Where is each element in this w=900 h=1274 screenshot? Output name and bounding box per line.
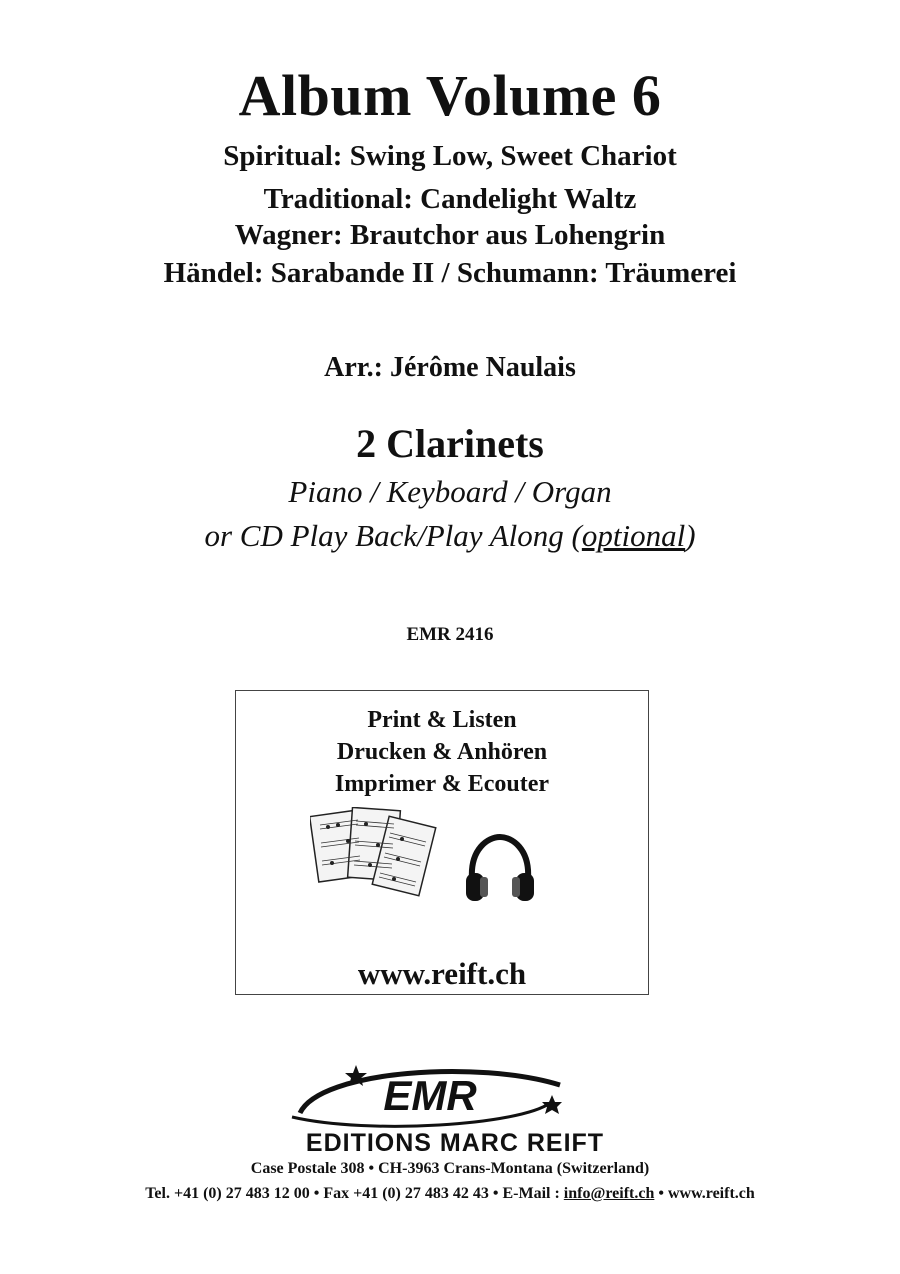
website-link[interactable]: www.reift.ch — [357, 956, 527, 991]
svg-text:EDITIONS MARC REIFT: EDITIONS MARC REIFT — [305, 1129, 605, 1155]
sheet-music-icon — [310, 807, 440, 897]
accompaniment-line-2: or CD Play Back/Play Along (optional) — [204, 518, 696, 553]
arranger: Arr.: Jérôme Naulais — [324, 352, 576, 383]
page-title: Album Volume 6 — [238, 63, 662, 128]
piece-line-4: Händel: Sarabande II / Schumann: Träumerei — [163, 257, 737, 289]
publisher-contact: Tel. +41 (0) 27 483 12 00 • Fax +41 (0) 27 483 42 43 • E-Mail : info@reift.ch • www.reift.ch — [145, 1185, 755, 1202]
print-listen-en: Print & Listen — [367, 707, 517, 733]
piece-line-1: Spiritual: Swing Low, Sweet Chariot — [223, 140, 677, 172]
svg-text:EMR: EMR — [383, 1072, 477, 1119]
publisher-logo — [230, 1055, 680, 1155]
optional-label: optional — [581, 518, 686, 553]
print-listen-de: Drucken & Anhören — [336, 739, 548, 765]
catalog-number: EMR 2416 — [406, 624, 494, 645]
instrumentation: 2 Clarinets — [356, 421, 544, 466]
email-link[interactable]: info@reift.ch — [563, 1185, 655, 1202]
publisher-address: Case Postale 308 • CH-3963 Crans-Montana (Switzerland) — [250, 1160, 650, 1177]
print-listen-box — [235, 690, 649, 995]
headphones-icon — [460, 829, 540, 909]
print-listen-fr: Imprimer & Ecouter — [334, 771, 550, 797]
piece-line-3: Wagner: Brautchor aus Lohengrin — [234, 219, 666, 251]
accompaniment-line-1: Piano / Keyboard / Organ — [288, 474, 612, 509]
piece-line-2: Traditional: Candelight Waltz — [263, 183, 637, 215]
